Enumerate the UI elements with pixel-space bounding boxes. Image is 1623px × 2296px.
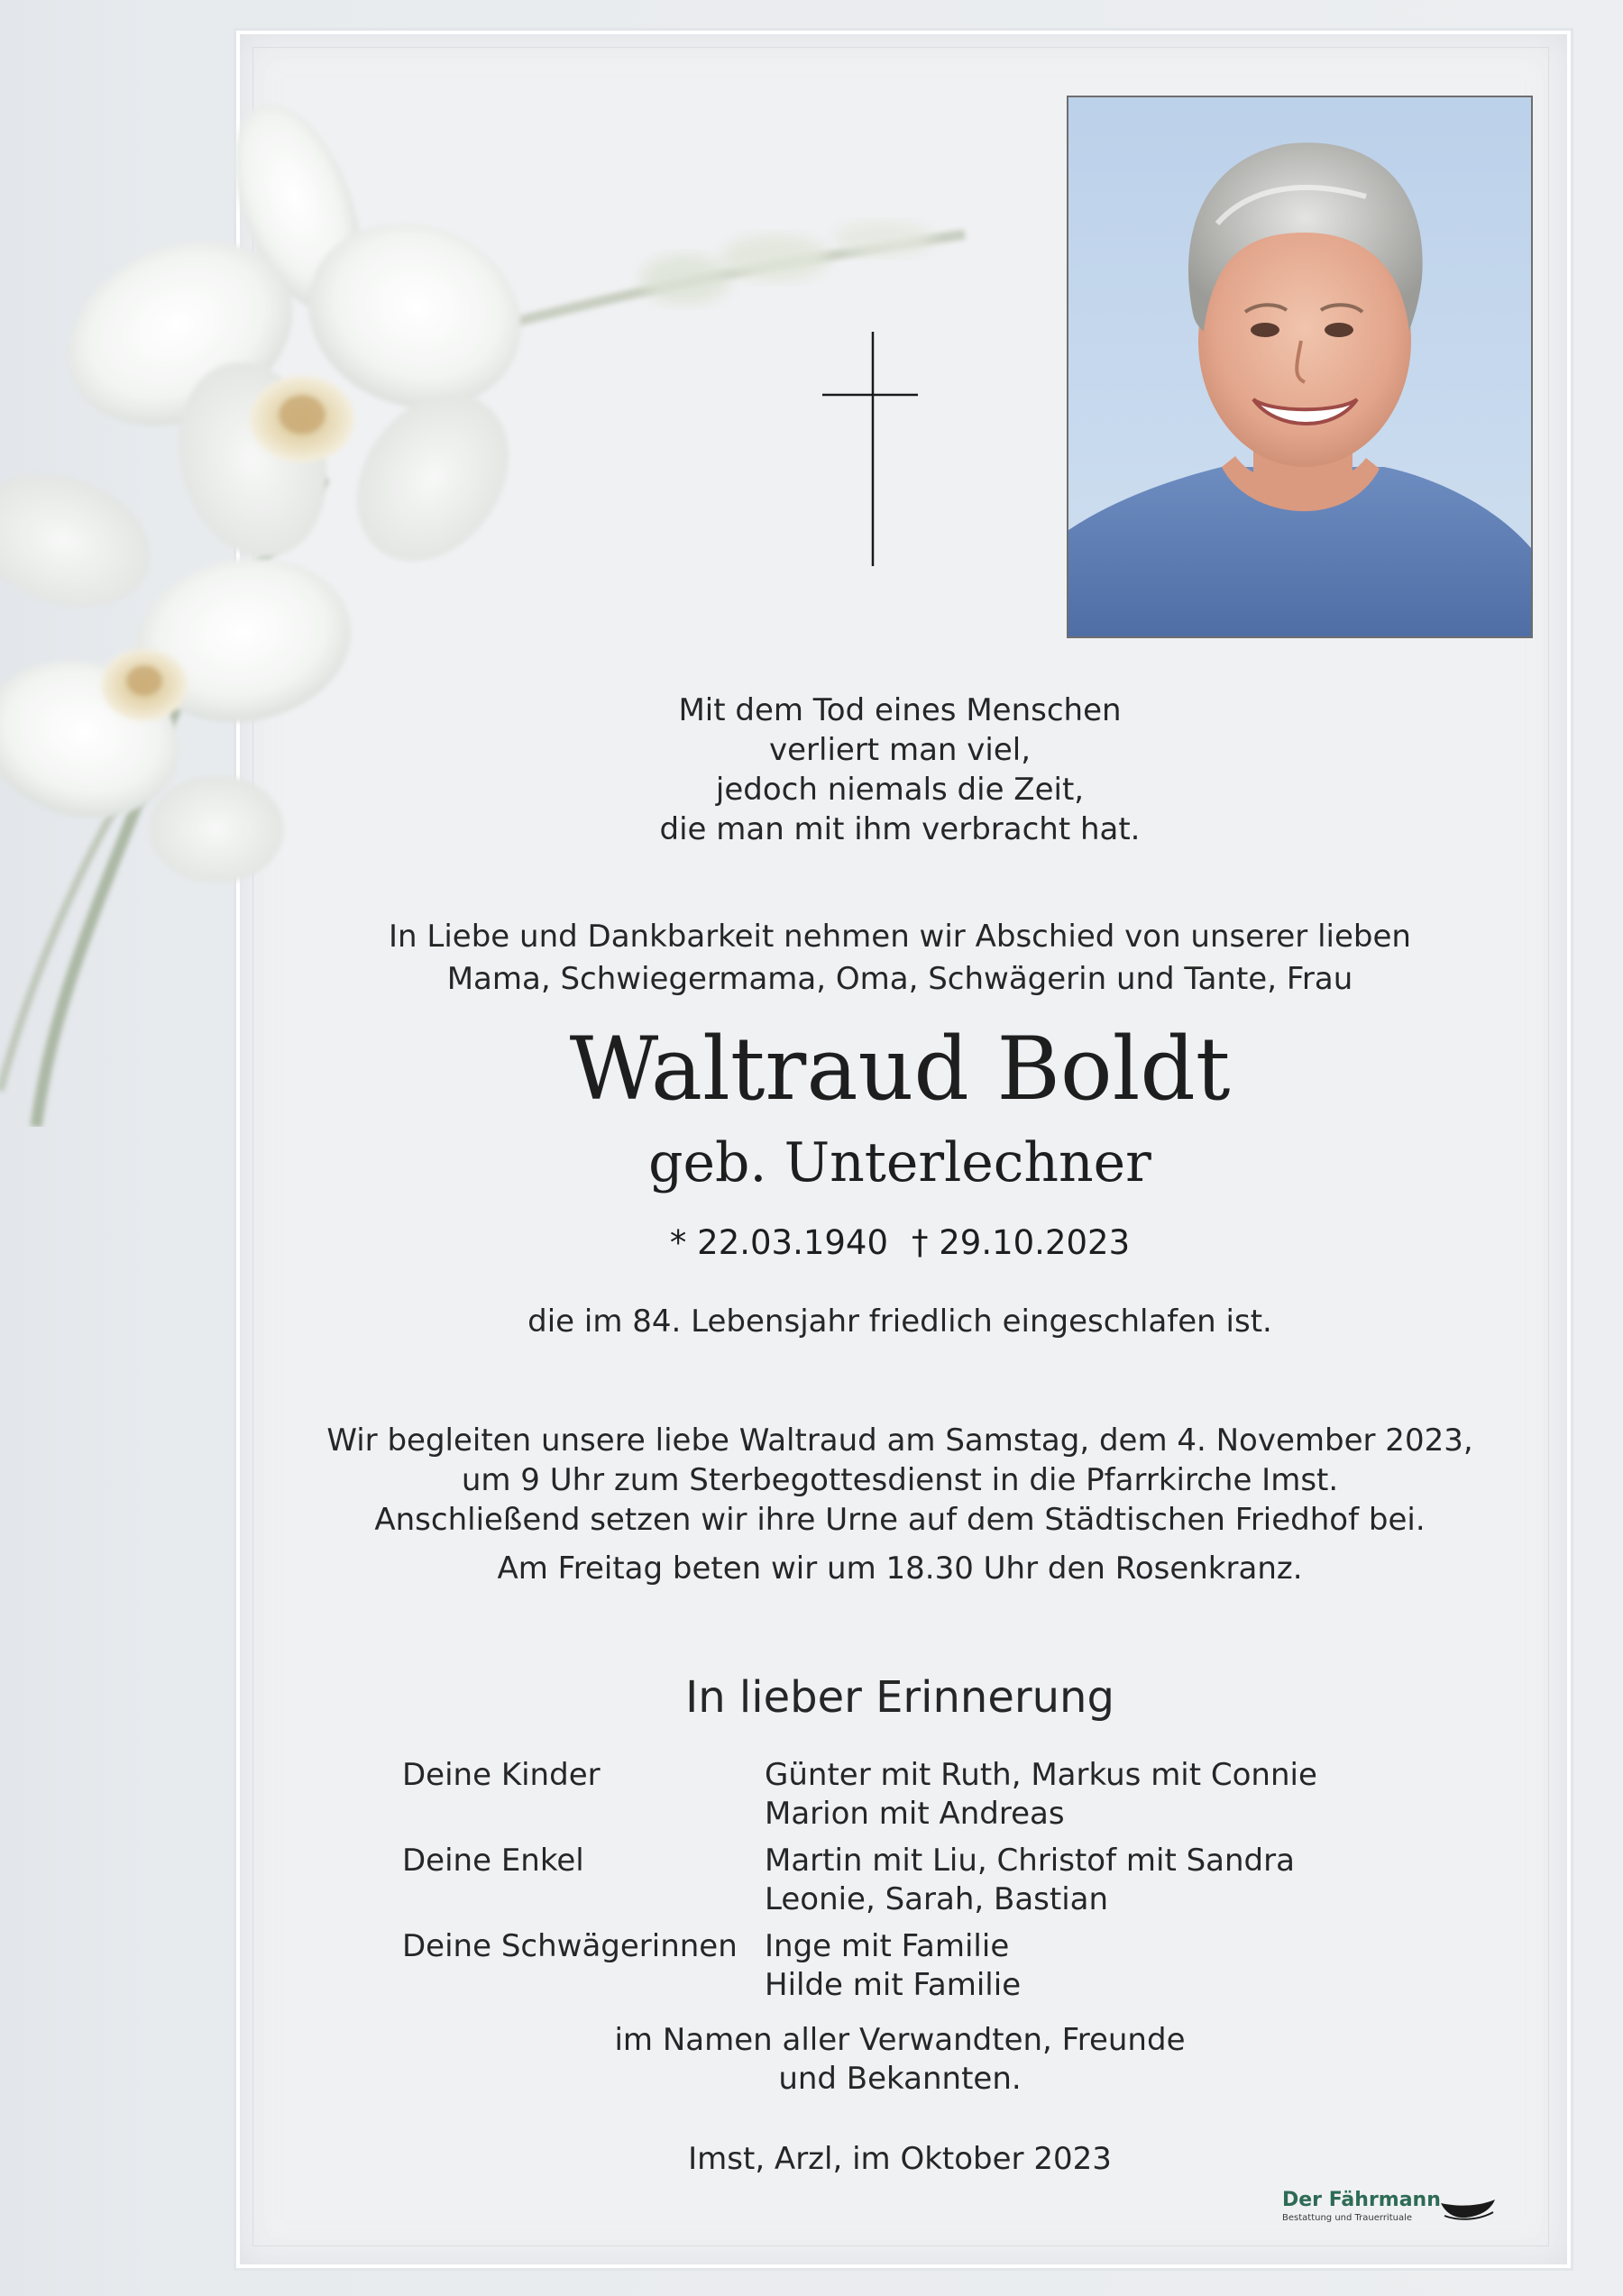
closing-text bbox=[236, 2021, 1563, 2099]
death-date: † 29.10.2023 bbox=[912, 1223, 1131, 1262]
family-names-line: Martin mit Liu, Christof mit Sandra bbox=[765, 1843, 1295, 1879]
family-group-names bbox=[765, 1927, 1021, 2005]
logo-name: Der Fährmann bbox=[1282, 2189, 1441, 2211]
family-group-names bbox=[765, 1756, 1317, 1834]
deceased-name: Waltraud Boldt bbox=[569, 1019, 1231, 1120]
funeral-line: um 9 Uhr zum Sterbegottesdienst in die Pfarrkirche Imst. bbox=[461, 1462, 1339, 1498]
family-group-label: Deine Kinder bbox=[402, 1757, 601, 1793]
poem-line: jedoch niemals die Zeit, bbox=[715, 772, 1085, 808]
family-list bbox=[402, 1756, 1317, 2013]
funeral-details bbox=[236, 1421, 1563, 1588]
intro-text bbox=[236, 916, 1563, 1001]
funeral-line: Anschließend setzen wir ihre Urne auf dem Städtischen Friedhof bei. bbox=[374, 1502, 1426, 1538]
portrait-photo bbox=[1067, 96, 1533, 638]
family-names-line: Günter mit Ruth, Markus mit Connie bbox=[765, 1757, 1317, 1793]
family-group-names bbox=[765, 1842, 1295, 1919]
funeral-line: Wir begleiten unsere liebe Waltraud am Samstag, dem 4. November 2023, bbox=[326, 1422, 1473, 1459]
poem bbox=[236, 691, 1563, 849]
funeral-home-logo bbox=[1282, 2189, 1441, 2225]
family-names-line: Leonie, Sarah, Bastian bbox=[765, 1881, 1109, 1917]
life-dates bbox=[236, 1221, 1563, 1266]
family-names-line: Hilde mit Familie bbox=[765, 1967, 1022, 2003]
family-group-grandchildren bbox=[402, 1842, 1317, 1919]
maiden-name: geb. Unterlechner bbox=[648, 1131, 1151, 1194]
family-names-line: Marion mit Andreas bbox=[765, 1796, 1065, 1832]
cross-icon bbox=[821, 330, 920, 568]
intro-line: In Liebe und Dankbarkeit nehmen wir Abschied von unserer lieben bbox=[389, 919, 1411, 955]
closing-line: im Namen aller Verwandten, Freunde bbox=[614, 2022, 1186, 2058]
place-date: Imst, Arzl, im Oktober 2023 bbox=[688, 2141, 1112, 2177]
poem-line: die man mit ihm verbracht hat. bbox=[659, 811, 1141, 847]
memory-heading: In lieber Erinnerung bbox=[685, 1672, 1114, 1723]
family-group-children bbox=[402, 1756, 1317, 1834]
family-group-label: Deine Enkel bbox=[402, 1843, 584, 1879]
family-names-line: Inge mit Familie bbox=[765, 1928, 1010, 1964]
birth-date: * 22.03.1940 bbox=[669, 1223, 888, 1262]
closing-line: und Bekannten. bbox=[778, 2061, 1022, 2097]
rosary-line: Am Freitag beten wir um 18.30 Uhr den Rosenkranz. bbox=[497, 1550, 1303, 1587]
intro-line: Mama, Schwiegermama, Oma, Schwägerin und Tante, Frau bbox=[446, 961, 1353, 997]
logo-tagline: Bestattung und Trauerrituale bbox=[1282, 2213, 1413, 2223]
family-group-sisters-in-law bbox=[402, 1927, 1317, 2005]
poem-line: verliert man viel, bbox=[769, 732, 1031, 768]
boat-icon bbox=[1439, 2196, 1497, 2223]
age-line: die im 84. Lebensjahr friedlich eingeschlafen ist. bbox=[527, 1304, 1272, 1340]
family-group-label: Deine Schwägerinnen bbox=[402, 1928, 738, 1964]
poem-line: Mit dem Tod eines Menschen bbox=[678, 692, 1122, 728]
